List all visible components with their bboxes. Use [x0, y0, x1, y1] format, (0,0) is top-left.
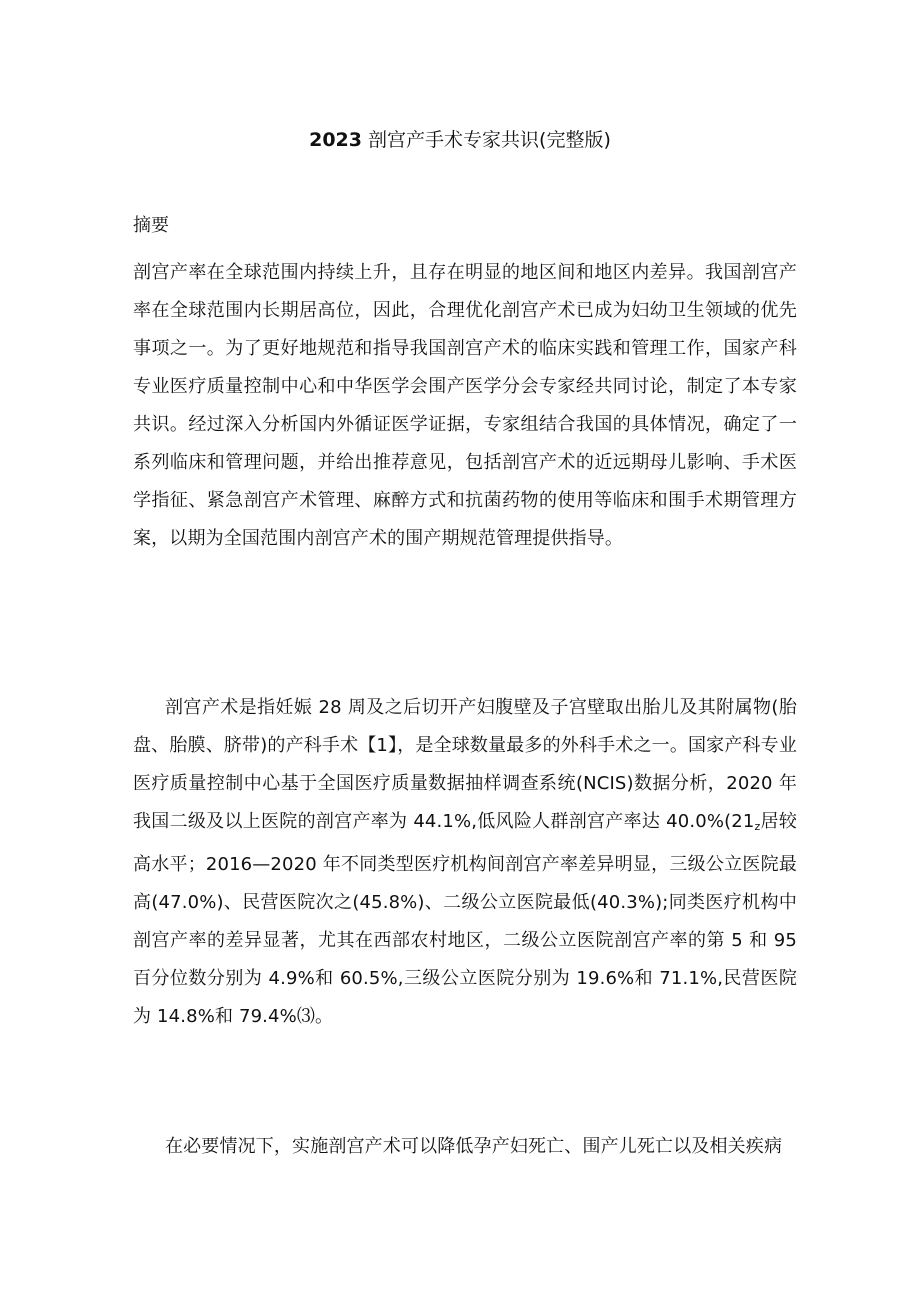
title-year: 2023	[309, 129, 362, 151]
title-text: 剖宫产手术专家共识(完整版)	[368, 129, 611, 151]
body-paragraph-1	[133, 689, 797, 1036]
abstract-paragraph: 剖宫产率在全球范围内持续上升，且存在明显的地区间和地区内差异。我国剖宫产率在全球范围内长期居高位，因此，合理优化剖宫产术已成为妇幼卫生领域的优先事项之一。为了更好地规范和指导我国剖宫产术的临床实践和管理工作，国家产科专业医疗质量控制中心和中华医学会围产医学分会专家经共同讨论，制定了本专家共识。经过深入分析国内外循证医学证据，专家组结合我国的具体情况，确定了一系列临床和管理问题，并给出推荐意见，包括剖宫产术的近远期母儿影响、手术医学指征、紧急剖宫产术管理、麻醉方式和抗菌药物的使用等临床和围手术期管理方案，以期为全国范围内剖宫产术的围产期规范管理提供指导。	[133, 262, 797, 549]
paragraph-1-text-a: 剖宫产术是指妊娠 28 周及之后切开产妇腹壁及子宫壁取出胎儿及其附属物(胎盘、胎膜、脐带)的产科手术【1】，是全球数量最多的外科手术之一。国家产科专业医疗质量控制中心基于全国医疗质量数据抽样调查系统(NCIS)数据分析，2020 年我国二级及以上医院的剖宫产率为 44.1%,低风险人群剖宫产率达 40.0%(21	[133, 697, 797, 832]
paragraph-1-text-b: 居较高水平；2016—2020 年不同类型医疗机构间剖宫产率差异明显，三级公立医院最高(47.0%)、民营医院次之(45.8%)、二级公立医院最低(40.3%);同类医疗机构中剖宫产率的差异显著，尤其在西部农村地区，二级公立医院剖宫产率的第 5 和 95 百分位数分别为 4.9%和 60.5%,三级公立医院分别为 19.6%和 71.1%,民营医院为 14.8%和 79.4%⑶。	[133, 811, 797, 1027]
paragraph-1-subscript: z	[754, 820, 761, 833]
abstract-heading: 摘要	[133, 215, 169, 236]
document-title	[0, 126, 920, 154]
body-paragraph-2: 在必要情况下，实施剖宫产术可以降低孕产妇死亡、围产儿死亡以及相关疾病	[165, 1136, 783, 1157]
